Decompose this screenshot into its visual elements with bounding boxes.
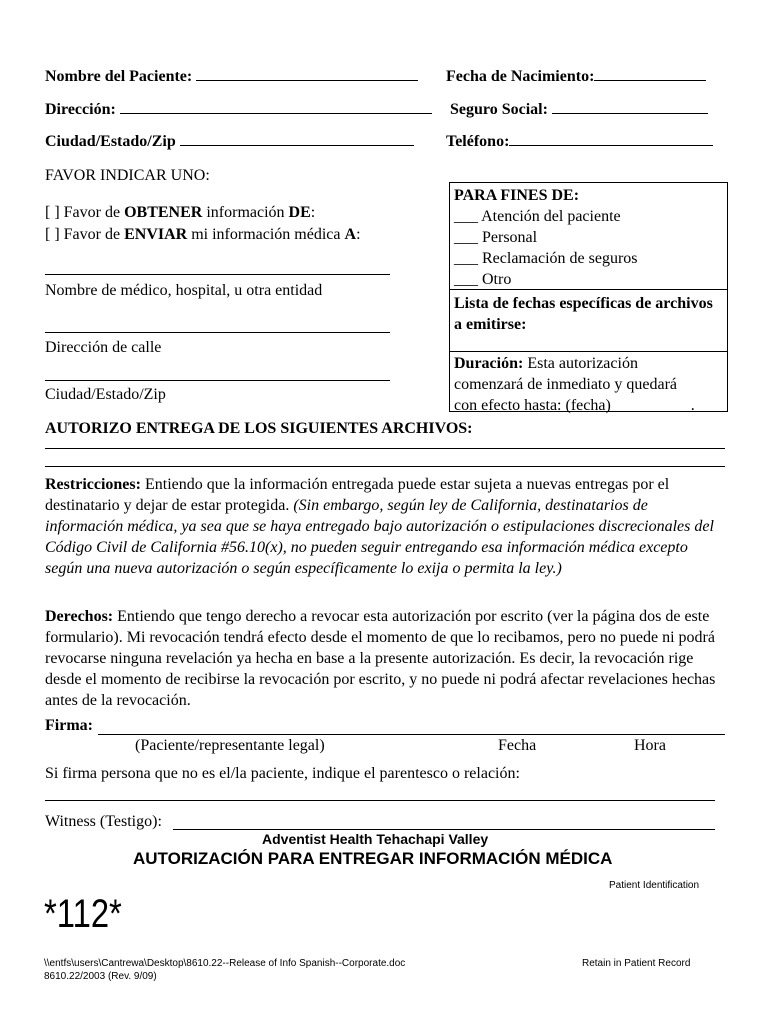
purpose-box bbox=[449, 182, 728, 412]
street-line[interactable] bbox=[45, 332, 390, 333]
phone-blank[interactable] bbox=[509, 131, 713, 146]
street-label: Dirección de calle bbox=[45, 339, 162, 356]
patient-name-label: Nombre del Paciente: bbox=[45, 68, 193, 85]
relation-text: Si firma persona que no es el/la paciente, indique el parentesco o relación: bbox=[45, 765, 520, 782]
duration-line-3[interactable]: con efecto hasta: (fecha)__________. bbox=[454, 397, 695, 414]
file-path: \\entfs\users\Cantrewa\Desktop\8610.22--Release of Info Spanish--Corporate.doc bbox=[44, 958, 406, 969]
entity-line[interactable] bbox=[45, 274, 390, 275]
duration-line-1: Duración: Esta autorización bbox=[454, 355, 638, 372]
authorize-heading: AUTORIZO ENTREGA DE LOS SIGUIENTES ARCHIVOS: bbox=[45, 420, 473, 437]
address-field[interactable] bbox=[45, 99, 432, 119]
phone-field[interactable] bbox=[446, 131, 713, 151]
relation-line[interactable] bbox=[45, 800, 715, 801]
retain-note: Retain in Patient Record bbox=[582, 958, 691, 969]
entity-label: Nombre de médico, hospital, u otra entidad bbox=[45, 282, 323, 299]
city-blank[interactable] bbox=[180, 131, 414, 146]
revision: 8610.22/2003 (Rev. 9/09) bbox=[44, 971, 157, 982]
purpose-heading: PARA FINES DE: bbox=[454, 187, 580, 204]
patient-id-label: Patient Identification bbox=[609, 880, 700, 891]
dob-label: Fecha de Nacimiento: bbox=[446, 68, 595, 85]
purpose-option-other[interactable]: ___ Otro bbox=[454, 271, 512, 288]
records-line-1[interactable] bbox=[45, 448, 725, 449]
facility-name: Adventist Health Tehachapi Valley bbox=[262, 831, 489, 847]
duration-line-2: comenzará de inmediato y quedará bbox=[454, 376, 677, 393]
form-code-barcode: *112* bbox=[44, 892, 122, 936]
address-label: Dirección: bbox=[45, 101, 116, 118]
signature-label: Firma: bbox=[45, 717, 93, 734]
send-option[interactable]: [ ] Favor de ENVIAR mi información médica A: bbox=[45, 226, 361, 243]
patient-name-field[interactable] bbox=[45, 66, 418, 86]
ssn-label: Seguro Social: bbox=[450, 101, 548, 118]
dates-label[interactable]: Lista de fechas específicas de archivos a emitirse: bbox=[454, 295, 713, 333]
ssn-field[interactable] bbox=[450, 99, 708, 119]
purpose-divider-1 bbox=[450, 289, 727, 290]
ssn-blank[interactable] bbox=[552, 99, 708, 114]
city-field[interactable] bbox=[45, 131, 414, 151]
city-label: Ciudad/Estado/Zip bbox=[45, 133, 176, 150]
purpose-option-insurance[interactable]: ___ Reclamación de seguros bbox=[454, 250, 638, 267]
dob-field[interactable] bbox=[446, 66, 706, 86]
form-title: AUTORIZACIÓN PARA ENTREGAR INFORMACIÓN MÉDICA bbox=[133, 849, 613, 868]
date-caption: Fecha bbox=[498, 737, 537, 754]
address-blank[interactable] bbox=[120, 99, 432, 114]
records-line-2[interactable] bbox=[45, 466, 725, 467]
dob-blank[interactable] bbox=[594, 66, 706, 81]
indicate-city-line[interactable] bbox=[45, 380, 390, 381]
purpose-divider-2 bbox=[450, 351, 727, 352]
witness-label: Witness (Testigo): bbox=[45, 813, 162, 830]
signature-line[interactable] bbox=[98, 734, 725, 735]
time-caption: Hora bbox=[634, 737, 666, 754]
indicate-city-label: Ciudad/Estado/Zip bbox=[45, 386, 166, 403]
phone-label: Teléfono: bbox=[446, 133, 510, 150]
rights-paragraph: Derechos: Entiendo que tengo derecho a revocar esta autorización por escrito (ver la página dos de este formulario). Mi revocación tendrá efecto desde el momento de que lo recibamos, pero no puede ni podrá revocarse ninguna revelación ya hecha en base a la presente autorización. Es decir, la revocación rige desde el momento de recibirse la revocación por escrito, y no puede ni podrá afectar revelaciones hechas antes de la revocación. bbox=[45, 608, 716, 709]
patient-name-blank[interactable] bbox=[196, 66, 418, 81]
patient-caption: (Paciente/representante legal) bbox=[135, 737, 325, 754]
purpose-option-personal[interactable]: ___ Personal bbox=[454, 229, 538, 246]
obtain-option[interactable]: [ ] Favor de OBTENER información DE: bbox=[45, 204, 316, 221]
indicate-heading: FAVOR INDICAR UNO: bbox=[45, 167, 210, 184]
purpose-option-patient-care[interactable]: ___ Atención del paciente bbox=[454, 208, 621, 225]
restrictions-paragraph: Restricciones: Entiendo que la información entregada puede estar sujeta a nuevas entregas por el destinatario y dejar de estar protegida. (Sin embargo, según ley de California, destinatarios de información médica, ya sea que se haya entregado bajo autorización o estipulaciones discrecionales del Código Civil de California #56.10(x), no pueden seguir entregando esa información médica excepto según una nueva autorización o según específicamente lo exija o permita la ley.) bbox=[45, 476, 714, 577]
witness-line[interactable] bbox=[173, 829, 715, 830]
